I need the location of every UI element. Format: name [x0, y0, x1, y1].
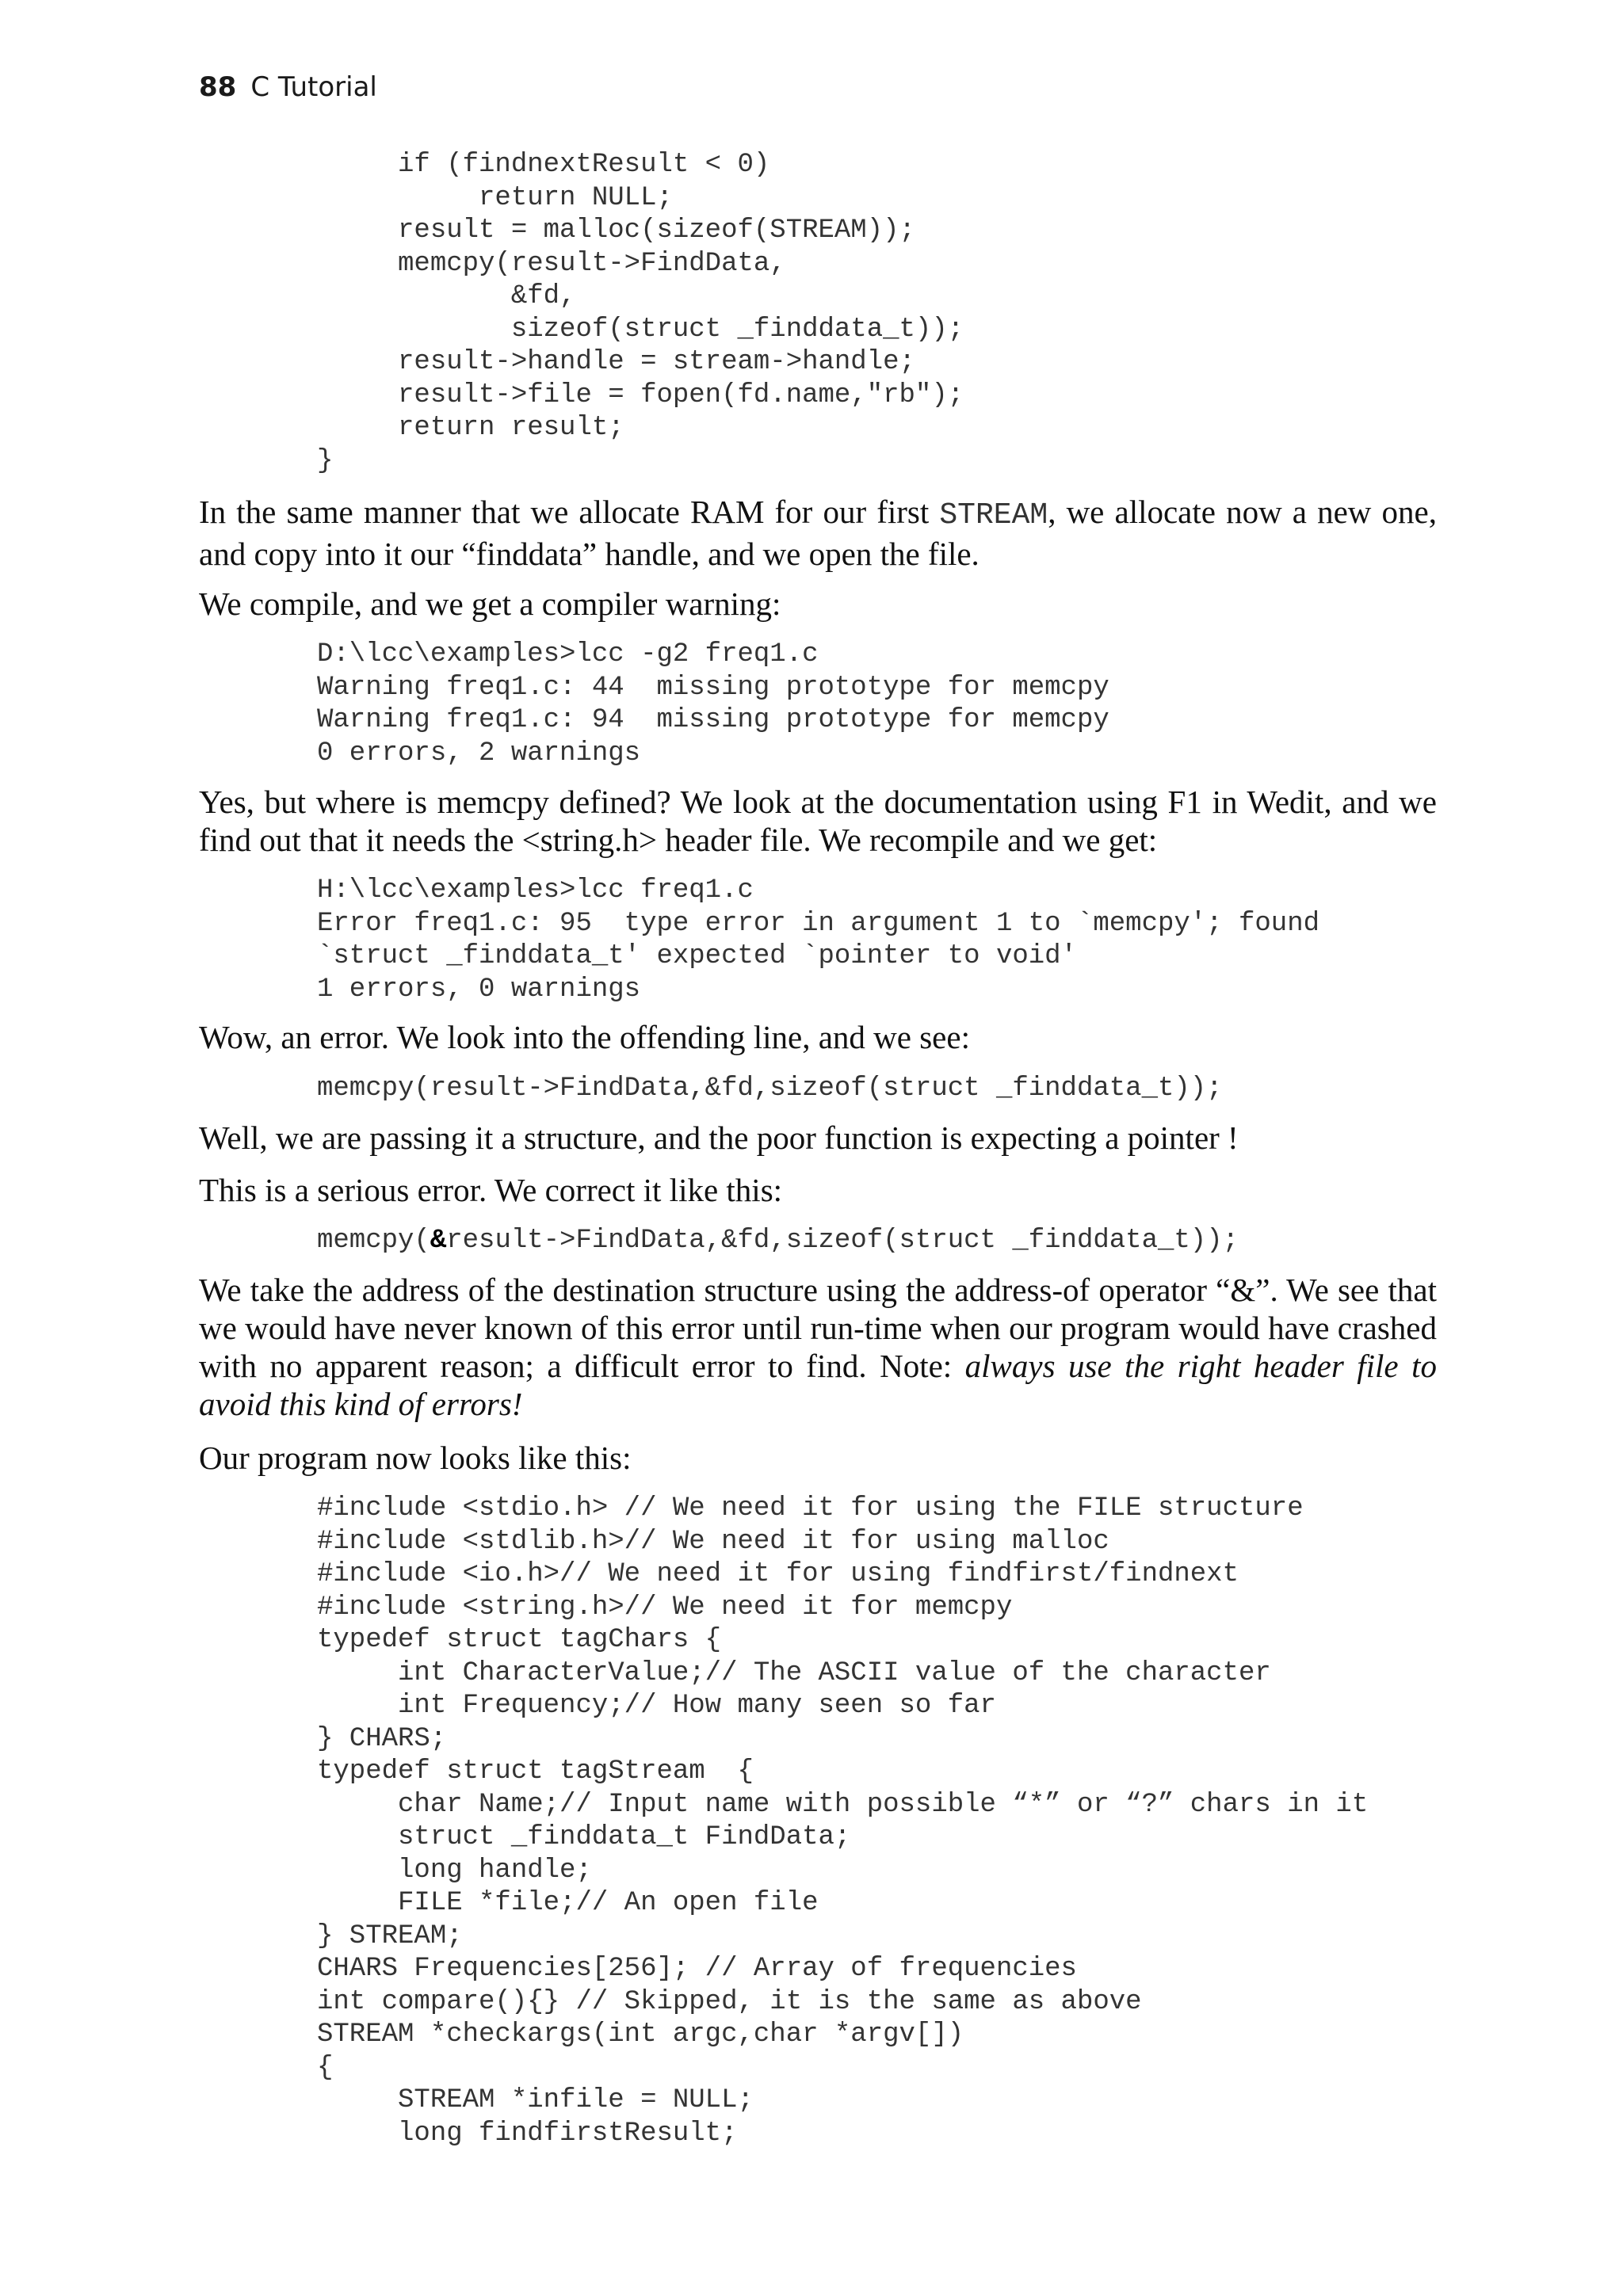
paragraph-wow-error: Wow, an error. We look into the offending line, and we see: — [199, 1019, 970, 1055]
paragraph-program-now: Our program now looks like this: — [199, 1440, 632, 1476]
paragraph-passing-structure: Well, we are passing it a structure, and the poor function is expecting a pointer ! — [199, 1119, 1239, 1156]
running-title: C Tutorial — [250, 71, 377, 103]
paragraph-allocate-text: In the same manner that we allocate RAM for our first — [199, 494, 940, 530]
code-fixed-address-operator: & — [430, 1226, 447, 1256]
running-header — [199, 68, 377, 106]
code-fixed-start: memcpy( — [317, 1226, 430, 1256]
paragraph-address-emphasis: always use the right header file to avoid this kind of errors! — [199, 1348, 1437, 1422]
paragraph-memcpy-defined: Yes, but where is memcpy defined? We look at the documentation using F1 in Wedit, and we find out that it needs the <string.h> header file. We recompile and we get: — [199, 784, 1437, 858]
code-line-fixed — [317, 1225, 1239, 1258]
paragraph-allocate-stream — [199, 493, 1437, 573]
code-block-findnext: if (findnextResult < 0) return NULL; result = malloc(sizeof(STREAM)); memcpy(result->FindData, &fd, sizeof(struct _finddata_t)); result->handle = stream->handle; result->file = fopen(fd.name,"rb"); return result; } — [317, 150, 964, 476]
paragraph-address-text: We take the address of the destination structure using the address-of operator “&”. We see that we would have never known of this error until run-time when our program would have crashed with no apparent reason; a difficult error to find. Note: — [199, 1272, 1437, 1384]
code-fixed-end: result->FindData,&fd,sizeof(struct _finddata_t)); — [446, 1226, 1239, 1256]
code-block-compiler-warning: D:\lcc\examples>lcc -g2 freq1.c Warning freq1.c: 44 missing prototype for memcpy Warning freq1.c: 94 missing prototype for memcpy 0 errors, 2 warnings — [317, 639, 1109, 769]
code-line-offending: memcpy(result->FindData,&fd,sizeof(struct _finddata_t)); — [317, 1074, 1223, 1104]
code-block-compiler-error: H:\lcc\examples>lcc freq1.c Error freq1.c: 95 type error in argument 1 to `memcpy'; found `struct _finddata_t' expected `pointer to void' 1 errors, 0 warnings — [317, 875, 1320, 1005]
paragraph-address-of — [199, 1271, 1437, 1423]
paragraph-compile: We compile, and we get a compiler warning: — [199, 585, 781, 622]
page-number: 88 — [199, 71, 237, 103]
paragraph-serious-error: This is a serious error. We correct it like this: — [199, 1172, 783, 1208]
code-block-program: #include <stdio.h> // We need it for using the FILE structure #include <stdlib.h>// We need it for using malloc #include <io.h>// We need it for using findfirst/findnext #include <string.h>// We need it for memcpy typedef struct tagChars { int CharacterValue;// The ASCII value of the character int Frequency;// How many seen so far } CHARS; typedef struct tagStream { char Name;// Input name with possible “*” or “?” chars in it struct _finddata_t FindData; long handle; FILE *file;// An open file } STREAM; CHARS Frequencies[256]; // Array of frequencies int compare(){} // Skipped, it is the same as above STREAM *checkargs(int argc,char *argv[]) { STREAM *infile = NULL; long findfirstResult; — [317, 1493, 1369, 2149]
paragraph-allocate-text-end: , we allocate now a new one, and copy into it our “finddata” handle, and we open the file. — [199, 494, 1437, 572]
inline-code-stream: STREAM — [939, 498, 1048, 532]
